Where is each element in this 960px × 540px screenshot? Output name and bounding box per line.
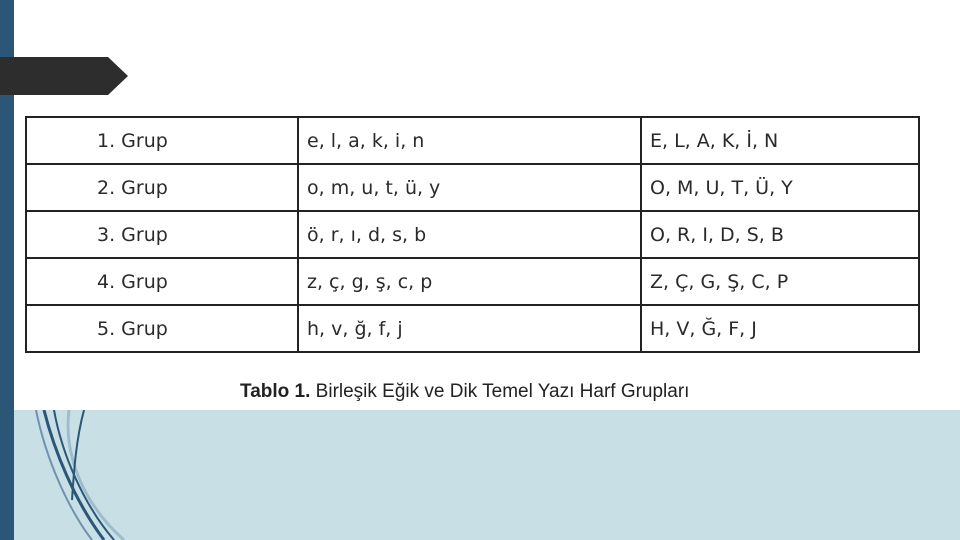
decorative-curves <box>14 410 134 540</box>
slide-content <box>20 106 960 410</box>
letter-groups-table <box>25 116 920 353</box>
lowercase-cell: ö, r, ı, d, s, b <box>298 211 641 258</box>
table-row <box>26 211 919 258</box>
table-row <box>26 164 919 211</box>
bottom-decorative-band <box>0 410 960 540</box>
table-row <box>26 305 919 352</box>
lowercase-cell: e, l, a, k, i, n <box>298 117 641 164</box>
uppercase-cell: E, L, A, K, İ, N <box>641 117 919 164</box>
group-cell: 5. Grup <box>26 305 298 352</box>
lowercase-cell: h, v, ğ, f, j <box>298 305 641 352</box>
uppercase-cell: O, M, U, T, Ü, Y <box>641 164 919 211</box>
lowercase-cell: z, ç, g, ş, c, p <box>298 258 641 305</box>
lowercase-cell: o, m, u, t, ü, y <box>298 164 641 211</box>
group-cell: 4. Grup <box>26 258 298 305</box>
uppercase-cell: O, R, I, D, S, B <box>641 211 919 258</box>
left-accent-stripe-bottom <box>0 410 14 540</box>
group-cell: 3. Grup <box>26 211 298 258</box>
group-cell: 1. Grup <box>26 117 298 164</box>
caption-label: Tablo 1. <box>240 381 311 402</box>
table-row <box>26 258 919 305</box>
table-caption <box>240 381 689 403</box>
table-row <box>26 117 919 164</box>
uppercase-cell: Z, Ç, G, Ş, C, P <box>641 258 919 305</box>
arrow-tab-shape <box>0 57 128 95</box>
uppercase-cell: H, V, Ğ, F, J <box>641 305 919 352</box>
caption-text: Birleşik Eğik ve Dik Temel Yazı Harf Grupları <box>315 381 690 402</box>
group-cell: 2. Grup <box>26 164 298 211</box>
